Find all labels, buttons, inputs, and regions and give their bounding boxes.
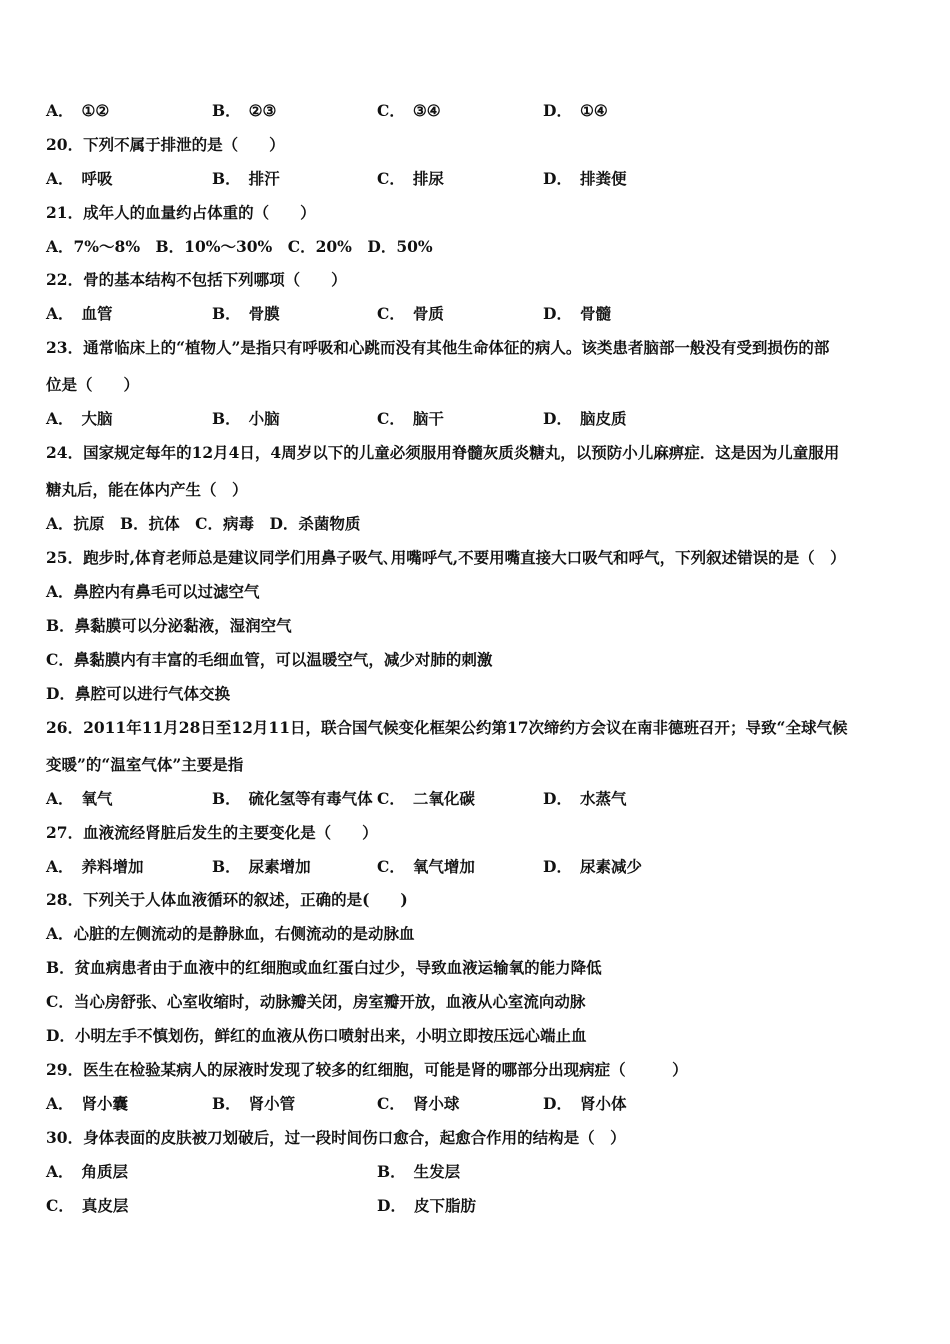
q29-option-d: D． 肾小体 bbox=[543, 1094, 627, 1113]
q22-option-c: C． 骨质 bbox=[377, 304, 444, 323]
q28-stem: 28．下列关于人体血液循环的叙述，正确的是( ) bbox=[46, 890, 408, 909]
q24-options: A．抗原 B．抗体 C．病毒 D．杀菌物质 bbox=[46, 514, 361, 533]
q19-option-c: C． ③④ bbox=[377, 101, 441, 120]
q23-option-d: D． 脑皮质 bbox=[543, 409, 627, 428]
q29-stem: 29．医生在检验某病人的尿液时发现了较多的红细胞，可能是肾的哪部分出现病症（ ） bbox=[46, 1060, 688, 1079]
q28-option-a: A．心脏的左侧流动的是静脉血，右侧流动的是动脉血 bbox=[46, 924, 415, 943]
q25-option-d: D．鼻腔可以进行气体交换 bbox=[46, 684, 230, 703]
q28-option-c: C．当心房舒张、心室收缩时，动脉瓣关闭，房室瓣开放，血液从心室流向动脉 bbox=[46, 992, 586, 1011]
q30-option-d: D． 皮下脂肪 bbox=[377, 1196, 476, 1215]
q22-option-d: D． 骨髓 bbox=[543, 304, 611, 323]
q27-option-b: B． 尿素增加 bbox=[212, 857, 311, 876]
q19-option-d: D． ①④ bbox=[543, 101, 608, 120]
q23-option-a: A． 大脑 bbox=[46, 409, 113, 428]
q27-option-c: C． 氧气增加 bbox=[377, 857, 475, 876]
q20-stem: 20．下列不属于排泄的是（ ） bbox=[46, 135, 285, 154]
q23-stem-line1: 23．通常临床上的“植物人”是指只有呼吸和心跳而没有其他生命体征的病人。该类患者脑部一般没有受到损伤的部 bbox=[46, 338, 830, 357]
q23-option-b: B． 小脑 bbox=[212, 409, 280, 428]
q20-option-b: B． 排汗 bbox=[212, 169, 280, 188]
q21-options: A．7%～8% B．10%～30% C．20% D．50% bbox=[46, 237, 433, 256]
q26-stem-line1: 26．2011年11月28日至12月11日，联合国气候变化框架公约第17次缔约方会议在南非德班召开；导致“全球气候 bbox=[46, 718, 848, 737]
q26-option-a: A． 氧气 bbox=[46, 789, 113, 808]
q28-option-b: B．贫血病患者由于血液中的红细胞或血红蛋白过少，导致血液运输氧的能力降低 bbox=[46, 958, 602, 977]
q20-option-a: A． 呼吸 bbox=[46, 169, 113, 188]
q22-option-b: B． 骨膜 bbox=[212, 304, 280, 323]
q23-option-c: C． 脑干 bbox=[377, 409, 444, 428]
q25-option-b: B．鼻黏膜可以分泌黏液，湿润空气 bbox=[46, 616, 292, 635]
q20-option-c: C． 排尿 bbox=[377, 169, 444, 188]
q27-stem: 27．血液流经肾脏后发生的主要变化是（ ） bbox=[46, 823, 378, 842]
q27-option-d: D． 尿素减少 bbox=[543, 857, 642, 876]
q24-stem-line2: 糖丸后，能在体内产生（ ） bbox=[46, 480, 248, 499]
q30-option-c: C． 真皮层 bbox=[46, 1196, 129, 1215]
q30-option-a: A． 角质层 bbox=[46, 1162, 129, 1181]
q28-option-d: D．小明左手不慎划伤，鲜红的血液从伤口喷射出来，小明立即按压远心端止血 bbox=[46, 1026, 587, 1045]
q22-stem: 22．骨的基本结构不包括下列哪项（ ） bbox=[46, 270, 347, 289]
q25-stem: 25．跑步时,体育老师总是建议同学们用鼻子吸气､用嘴呼气,不要用嘴直接大口吸气和呼气，下列叙述错误的是（ ） bbox=[46, 548, 846, 567]
q22-option-a: A． 血管 bbox=[46, 304, 113, 323]
q29-option-a: A． 肾小囊 bbox=[46, 1094, 129, 1113]
q25-option-c: C．鼻黏膜内有丰富的毛细血管，可以温暖空气，减少对肺的刺激 bbox=[46, 650, 493, 669]
q30-option-b: B． 生发层 bbox=[377, 1162, 461, 1181]
q26-option-b: B． 硫化氢等有毒气体 bbox=[212, 789, 373, 808]
q26-stem-line2: 变暖”的“温室气体”主要是指 bbox=[46, 755, 244, 774]
q23-stem-line2: 位是（ ） bbox=[46, 375, 140, 394]
q19-option-a: A． ①② bbox=[46, 101, 110, 120]
q29-option-b: B． 肾小管 bbox=[212, 1094, 296, 1113]
q19-option-b: B． ②③ bbox=[212, 101, 277, 120]
q30-stem: 30．身体表面的皮肤被刀划破后，过一段时间伤口愈合，起愈合作用的结构是（ ） bbox=[46, 1128, 626, 1147]
q21-stem: 21．成年人的血量约占体重的（ ） bbox=[46, 203, 316, 222]
q26-option-d: D． 水蒸气 bbox=[543, 789, 627, 808]
q25-option-a: A．鼻腔内有鼻毛可以过滤空气 bbox=[46, 582, 260, 601]
q20-option-d: D． 排粪便 bbox=[543, 169, 627, 188]
q29-option-c: C． 肾小球 bbox=[377, 1094, 460, 1113]
q27-option-a: A． 养料增加 bbox=[46, 857, 144, 876]
q26-option-c: C． 二氧化碳 bbox=[377, 789, 475, 808]
q24-stem-line1: 24．国家规定每年的12月4日，4周岁以下的儿童必须服用脊髓灰质炎糖丸，以预防小儿麻痹症．这是因为儿童服用 bbox=[46, 443, 840, 462]
